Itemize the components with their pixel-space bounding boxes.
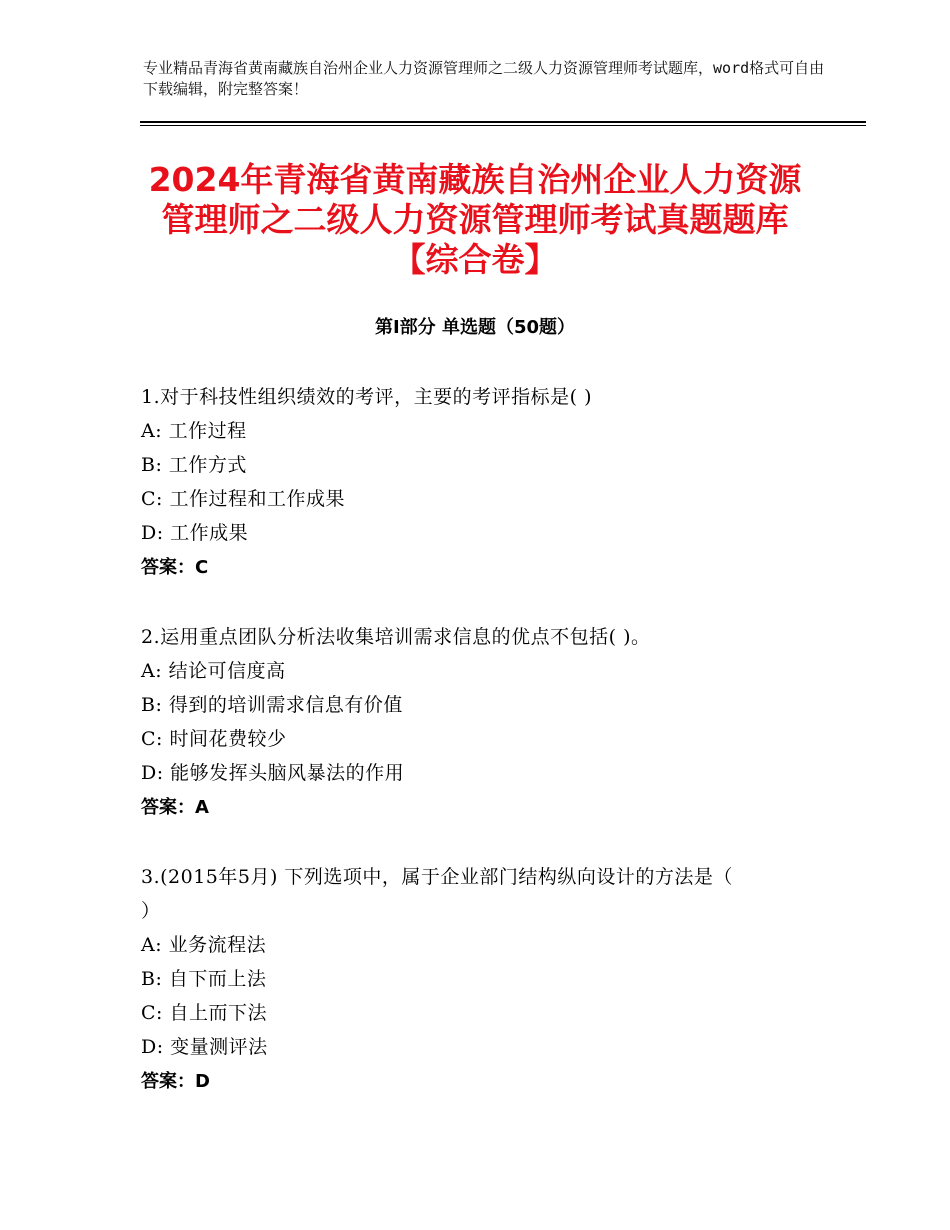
question-list bbox=[141, 380, 811, 1134]
question-stem bbox=[141, 860, 811, 928]
question-stem bbox=[141, 620, 811, 654]
question-2 bbox=[141, 620, 811, 826]
option-d: D: 变量测评法 bbox=[141, 1036, 268, 1058]
header-rule-thick bbox=[140, 121, 866, 123]
title-line-1: 2024年青海省黄南藏族自治州企业人力资源 bbox=[148, 160, 802, 199]
answer: 答案：D bbox=[141, 1071, 210, 1092]
header-rule-thin bbox=[140, 125, 866, 126]
option-c: C: 时间花费较少 bbox=[141, 728, 287, 750]
option-b: B: 自下而上法 bbox=[141, 968, 267, 990]
section-heading: 第Ⅰ部分 单选题（50题） bbox=[374, 317, 575, 338]
answer: 答案：A bbox=[141, 797, 209, 818]
option-d: D: 工作成果 bbox=[141, 522, 249, 544]
option-a: A: 工作过程 bbox=[141, 420, 247, 442]
question-stem-line: 2.运用重点团队分析法收集培训需求信息的优点不包括( )。 bbox=[141, 626, 651, 648]
header-note: 专业精品青海省黄南藏族自治州企业人力资源管理师之二级人力资源管理师考试题库，word格式可自由下载编辑，附完整答案！ bbox=[143, 59, 825, 98]
option-a: A: 结论可信度高 bbox=[141, 660, 286, 682]
option-a: A: 业务流程法 bbox=[141, 934, 267, 956]
question-1 bbox=[141, 380, 811, 586]
answer: 答案：C bbox=[141, 557, 209, 578]
option-c: C: 自上而下法 bbox=[141, 1002, 267, 1024]
option-d: D: 能够发挥头脑风暴法的作用 bbox=[141, 762, 405, 784]
question-stem-line: ） bbox=[141, 900, 161, 922]
document-title bbox=[110, 160, 840, 280]
question-stem-line: 1.对于科技性组织绩效的考评，主要的考评指标是( ) bbox=[141, 386, 592, 408]
question-stem-line: 3.(2015年5月) 下列选项中，属于企业部门结构纵向设计的方法是（ bbox=[141, 866, 733, 888]
title-line-2: 管理师之二级人力资源管理师考试真题题库 bbox=[161, 200, 789, 239]
option-b: B: 得到的培训需求信息有价值 bbox=[141, 694, 403, 716]
option-b: B: 工作方式 bbox=[141, 454, 247, 476]
question-3 bbox=[141, 860, 811, 1100]
question-stem bbox=[141, 380, 811, 414]
title-line-3: 【综合卷】 bbox=[392, 240, 558, 279]
option-c: C: 工作过程和工作成果 bbox=[141, 488, 345, 510]
